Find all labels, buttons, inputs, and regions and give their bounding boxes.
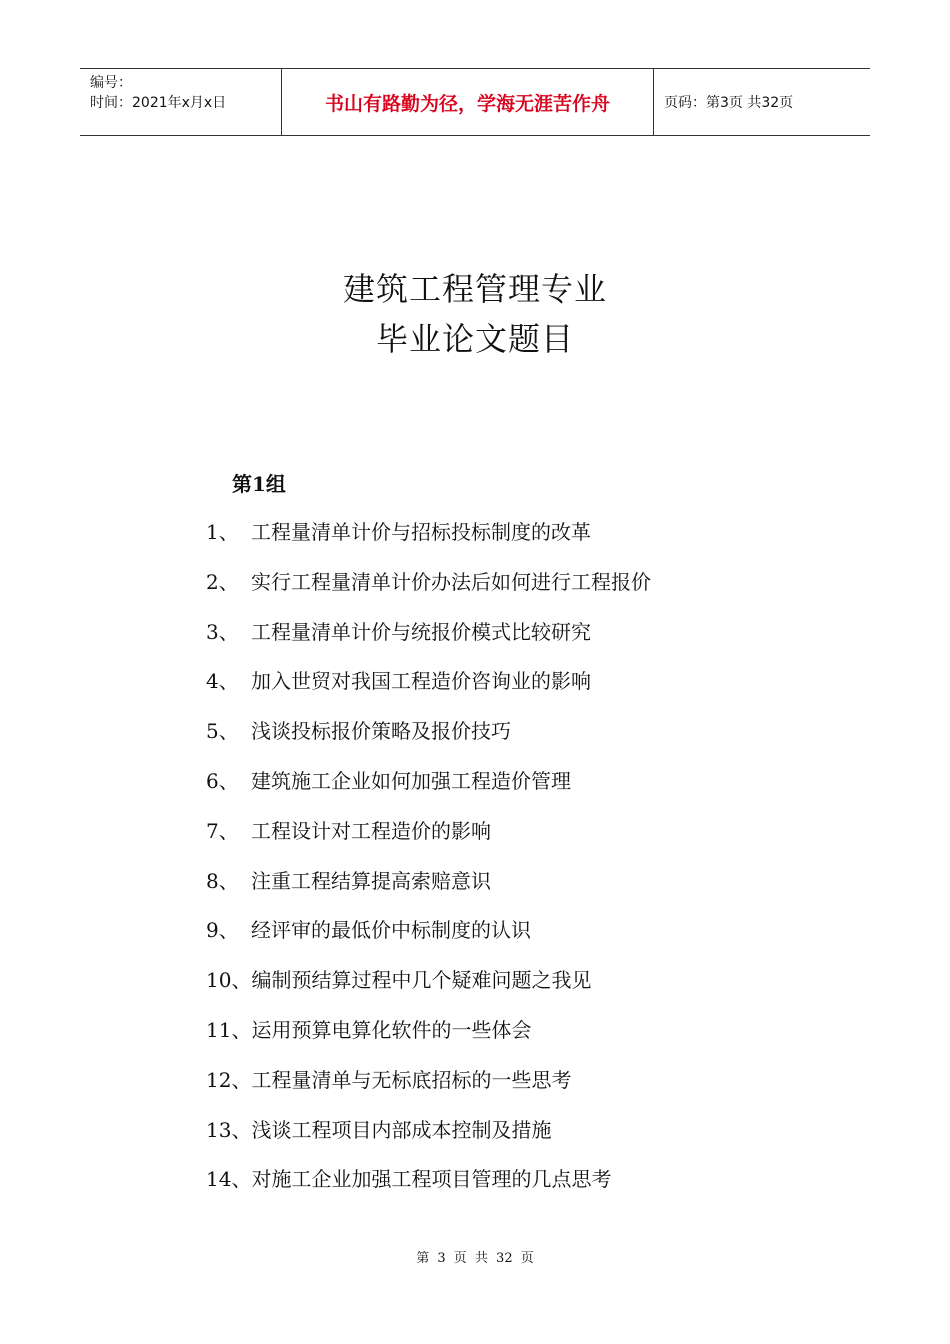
list-item	[206, 1113, 651, 1163]
topic-number: 12、	[206, 1067, 252, 1092]
list-item	[206, 1013, 651, 1063]
topic-number: 4、	[206, 669, 239, 694]
topic-text: 浅谈投标报价策略及报价技巧	[251, 719, 511, 744]
topic-list	[206, 515, 651, 1212]
topic-text: 工程量清单计价与统报价模式比较研究	[251, 619, 591, 644]
page-footer: 第 3 页 共 32 页	[416, 1251, 534, 1266]
topic-number: 5、	[206, 719, 239, 744]
document-title-line2: 毕业论文题目	[375, 320, 574, 358]
list-item	[206, 664, 651, 714]
topic-text: 运用预算电算化软件的一些体会	[251, 1017, 532, 1042]
list-item	[206, 913, 651, 963]
page-header	[80, 68, 870, 136]
topic-number: 13、	[206, 1117, 252, 1142]
topic-text: 实行工程量清单计价办法后如何进行工程报价	[251, 569, 651, 594]
topic-number: 8、	[206, 868, 239, 893]
topic-text: 建筑施工企业如何加强工程造价管理	[251, 768, 571, 793]
topic-number: 6、	[206, 768, 239, 793]
header-page-info: 页码：第3页 共32页	[664, 95, 794, 111]
topic-number: 1、	[206, 520, 239, 544]
topic-text: 工程量清单计价与招标投标制度的改革	[251, 520, 591, 544]
document-title-line1: 建筑工程管理专业	[342, 270, 607, 308]
topic-number: 11、	[206, 1017, 252, 1042]
header-meta-cell	[80, 69, 282, 135]
list-item	[206, 1063, 651, 1113]
serial-label: 编号：	[90, 75, 132, 91]
list-item	[206, 764, 651, 814]
list-item	[206, 515, 651, 565]
topic-number: 3、	[206, 619, 239, 644]
topic-number: 9、	[206, 918, 239, 943]
list-item	[206, 615, 651, 665]
list-item	[206, 864, 651, 914]
topic-text: 工程量清单与无标底招标的一些思考	[251, 1067, 572, 1092]
topic-text: 加入世贸对我国工程造价咨询业的影响	[251, 669, 591, 694]
topic-text: 对施工企业加强工程项目管理的几点思考	[251, 1167, 612, 1192]
list-item	[206, 714, 651, 764]
topic-text: 浅谈工程项目内部成本控制及措施	[251, 1117, 552, 1142]
list-item	[206, 1162, 651, 1212]
group-heading: 第1组	[232, 472, 286, 496]
topic-number: 2、	[206, 569, 239, 594]
time-label: 时间：2021年x月x日	[90, 95, 227, 111]
header-motto: 书山有路勤为径，学海无涯苦作舟	[282, 69, 654, 135]
topic-text: 经评审的最低价中标制度的认识	[251, 918, 531, 943]
list-item	[206, 565, 651, 615]
list-item	[206, 814, 651, 864]
topic-number: 14、	[206, 1167, 252, 1192]
topic-number: 7、	[206, 818, 239, 843]
topic-text: 注重工程结算提高索赔意识	[251, 868, 491, 893]
topic-text: 工程设计对工程造价的影响	[251, 818, 491, 843]
list-item	[206, 963, 651, 1013]
topic-text: 编制预结算过程中几个疑难问题之我见	[251, 968, 592, 993]
topic-number: 10、	[206, 968, 252, 993]
